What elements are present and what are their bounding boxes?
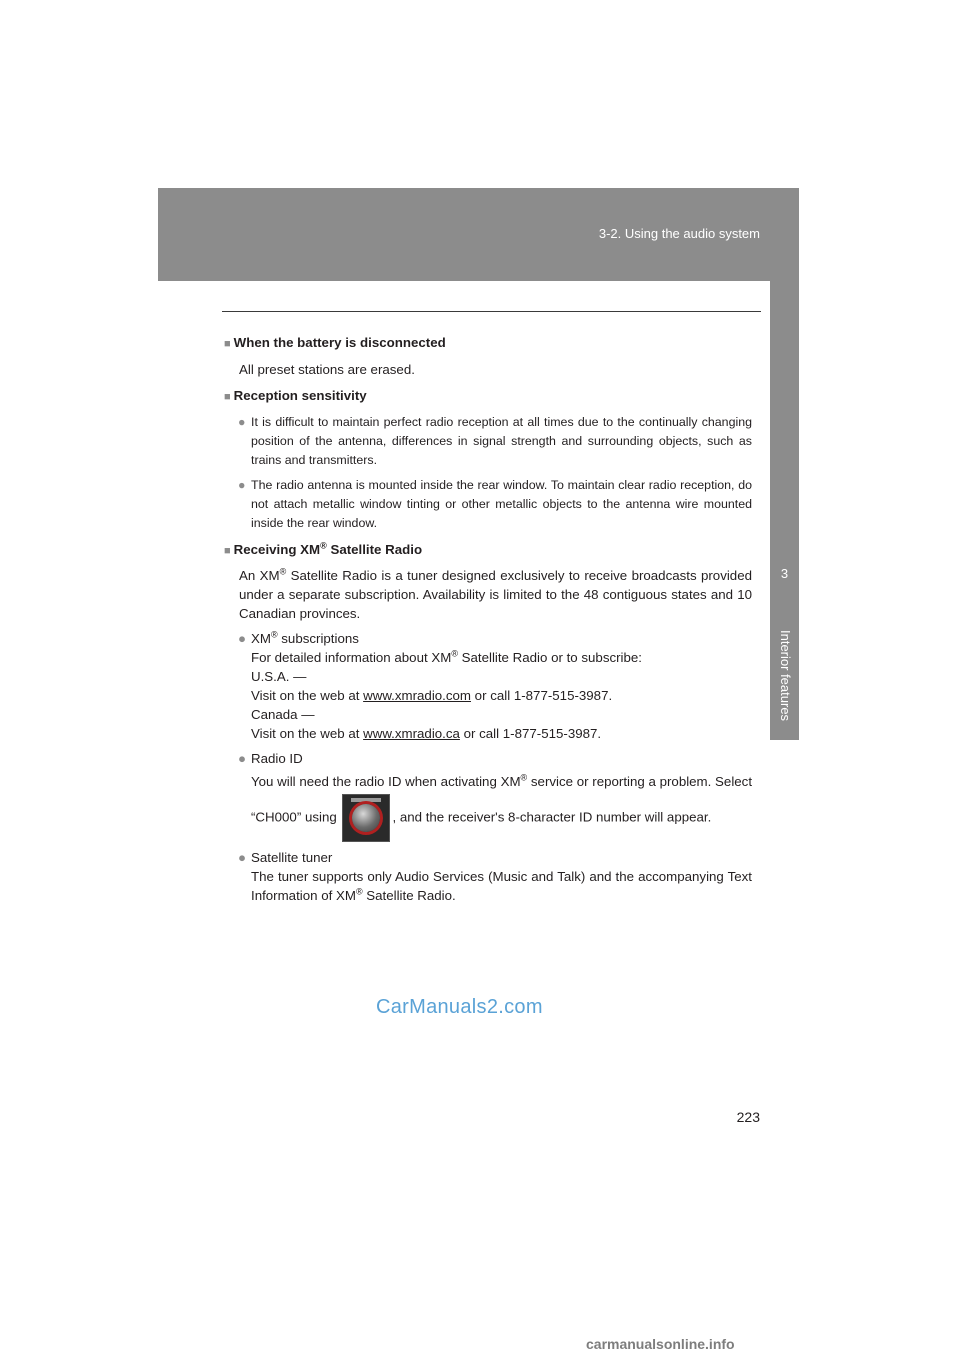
- footer-watermark: carmanualsonline.info: [586, 1336, 735, 1352]
- radio-id-body: You will need the radio ID when activating XM® service or reporting a problem. Select “CH000” using , and the receiver's 8-character ID number will appear.: [251, 770, 752, 842]
- watermark-logo: CarManuals2.com: [376, 996, 543, 1018]
- usa-label: U.S.A. —: [251, 669, 307, 684]
- square-bullet-icon: ■: [224, 391, 231, 403]
- xm-subscriptions: [224, 629, 752, 743]
- chapter-label: Interior features: [778, 630, 793, 722]
- square-bullet-icon: ■: [224, 338, 231, 350]
- battery-body: All preset stations are erased.: [239, 362, 415, 377]
- header-bar: [158, 188, 799, 281]
- canada-label: Canada —: [251, 707, 315, 722]
- canada-web: Visit on the web at www.xmradio.ca or call 1-877-515-3987.: [251, 726, 602, 741]
- chapter-side-tab: [770, 281, 799, 740]
- reception-bullet-2: ● The radio antenna is mounted inside the rear window. To maintain clear radio reception, do not attach metallic window tinting or other metallic objects to the antenna wire mounted inside the rear window.: [238, 478, 752, 530]
- xmradio-ca-link[interactable]: www.xmradio.ca: [363, 726, 460, 741]
- xm-intro: An XM® Satellite Radio is a tuner designed exclusively to receive broadcasts provided under a separate subscription. Availability is limited to the 48 contiguous states and 10 Canadian provinces.: [239, 566, 752, 621]
- reception-bullet-1: ● It is difficult to maintain perfect radio reception at all times due to the continually changing position of the antenna, differences in signal strength and surrounding objects, such as trains and transmitters.: [238, 415, 752, 467]
- section-title: 3-2. Using the audio system: [598, 226, 760, 241]
- circle-bullet-icon: ●: [238, 415, 246, 429]
- subs-line: For detailed information about XM® Satellite Radio or to subscribe:: [251, 648, 642, 665]
- tuner-title: Satellite tuner: [251, 850, 333, 865]
- tuner-body: The tuner supports only Audio Services (Music and Talk) and the accompanying Text Information of XM® Satellite Radio.: [251, 869, 752, 903]
- page-content: [224, 328, 752, 905]
- square-bullet-icon: ■: [224, 545, 231, 557]
- circle-bullet-icon: ●: [238, 478, 246, 492]
- circle-bullet-icon: ●: [238, 751, 247, 766]
- circle-bullet-icon: ●: [238, 850, 247, 865]
- radio-id: [224, 749, 752, 842]
- chapter-number: 3: [780, 566, 789, 581]
- heading-battery: ■ When the battery is disconnected: [224, 335, 446, 350]
- usa-web: Visit on the web at www.xmradio.com or call 1-877-515-3987.: [251, 688, 613, 703]
- page-number: 223: [736, 1109, 760, 1125]
- xmradio-com-link[interactable]: www.xmradio.com: [363, 688, 471, 703]
- circle-bullet-icon: ●: [238, 631, 247, 646]
- tune-knob-icon: [342, 794, 390, 842]
- heading-xm: ■ Receiving XM® Satellite Radio: [224, 540, 423, 557]
- radio-id-title: Radio ID: [251, 751, 303, 766]
- satellite-tuner: [224, 848, 752, 905]
- heading-reception: ■ Reception sensitivity: [224, 388, 367, 403]
- subs-title: XM® subscriptions: [251, 629, 359, 646]
- top-rule: [222, 311, 761, 312]
